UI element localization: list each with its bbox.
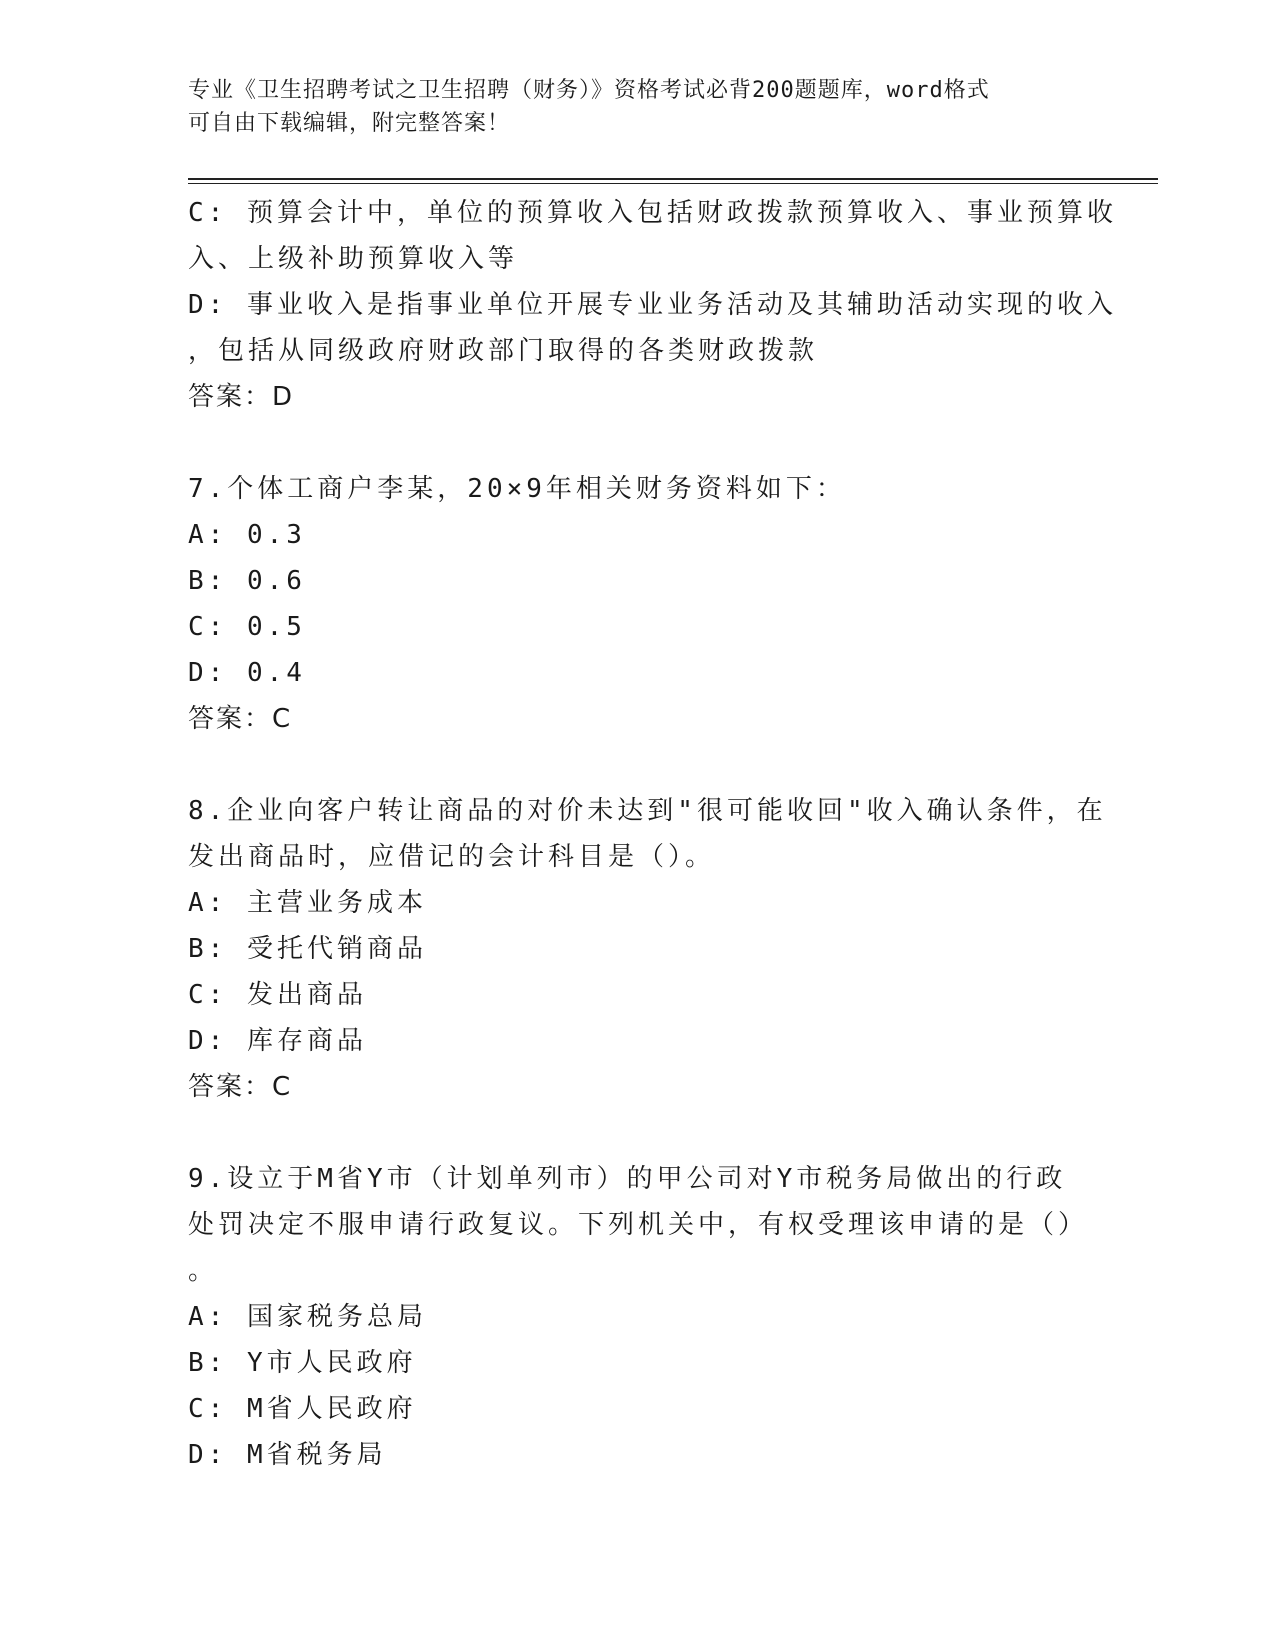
option-c: C: M省人民政府 [188, 1394, 417, 1424]
option-c-line-2: 入、上级补助预算收入等 [188, 244, 519, 274]
question-7 [188, 466, 1088, 742]
question-8-text-line-2: 发出商品时，应借记的会计科目是（）。 [188, 842, 716, 872]
question-9 [188, 1156, 1088, 1478]
question-8-text-line-1: 8.企业向客户转让商品的对价未达到"很可能收回"收入确认条件，在 [188, 796, 1107, 826]
header-rule-thick [188, 178, 1158, 180]
answer-7: 答案：C [188, 704, 293, 734]
option-b: B: Y市人民政府 [188, 1348, 417, 1378]
option-c-line-1: C: 预算会计中，单位的预算收入包括财政拨款预算收入、事业预算收 [188, 198, 1117, 228]
header-line-2: 可自由下载编辑，附完整答案！ [188, 111, 511, 136]
answer-6: 答案：D [188, 382, 295, 412]
option-a: A: 0.3 [188, 520, 306, 550]
option-c: C: 0.5 [188, 612, 306, 642]
option-d: D: M省税务局 [188, 1440, 387, 1470]
question-9-text-line-1: 9.设立于M省Y市（计划单列市）的甲公司对Y市税务局做出的行政 [188, 1164, 1067, 1194]
question-6-tail [188, 190, 1117, 420]
option-d-line-1: D: 事业收入是指事业单位开展专业业务活动及其辅助活动实现的收入 [188, 290, 1117, 320]
option-d: D: 0.4 [188, 658, 306, 688]
option-a: A: 国家税务总局 [188, 1302, 427, 1332]
option-c: C: 发出商品 [188, 980, 367, 1010]
option-b: B: 受托代销商品 [188, 934, 427, 964]
question-9-text-line-3: 。 [188, 1256, 219, 1286]
option-b: B: 0.6 [188, 566, 306, 596]
header-line-1: 专业《卫生招聘考试之卫生招聘（财务）》资格考试必背200题题库，word格式 [188, 78, 990, 103]
question-9-text-line-2: 处罚决定不服申请行政复议。下列机关中，有权受理该申请的是（） [188, 1210, 1089, 1240]
question-7-text: 7.个体工商户李某，20×9年相关财务资料如下： [188, 474, 846, 504]
question-list [188, 190, 1117, 1478]
question-8 [188, 788, 1107, 1110]
option-d-line-2: ，包括从同级政府财政部门取得的各类财政拨款 [188, 336, 819, 366]
answer-8: 答案：C [188, 1072, 293, 1102]
option-d: D: 库存商品 [188, 1026, 367, 1056]
option-a: A: 主营业务成本 [188, 888, 427, 918]
document-header [188, 74, 1088, 140]
header-rule-thin [188, 183, 1158, 184]
